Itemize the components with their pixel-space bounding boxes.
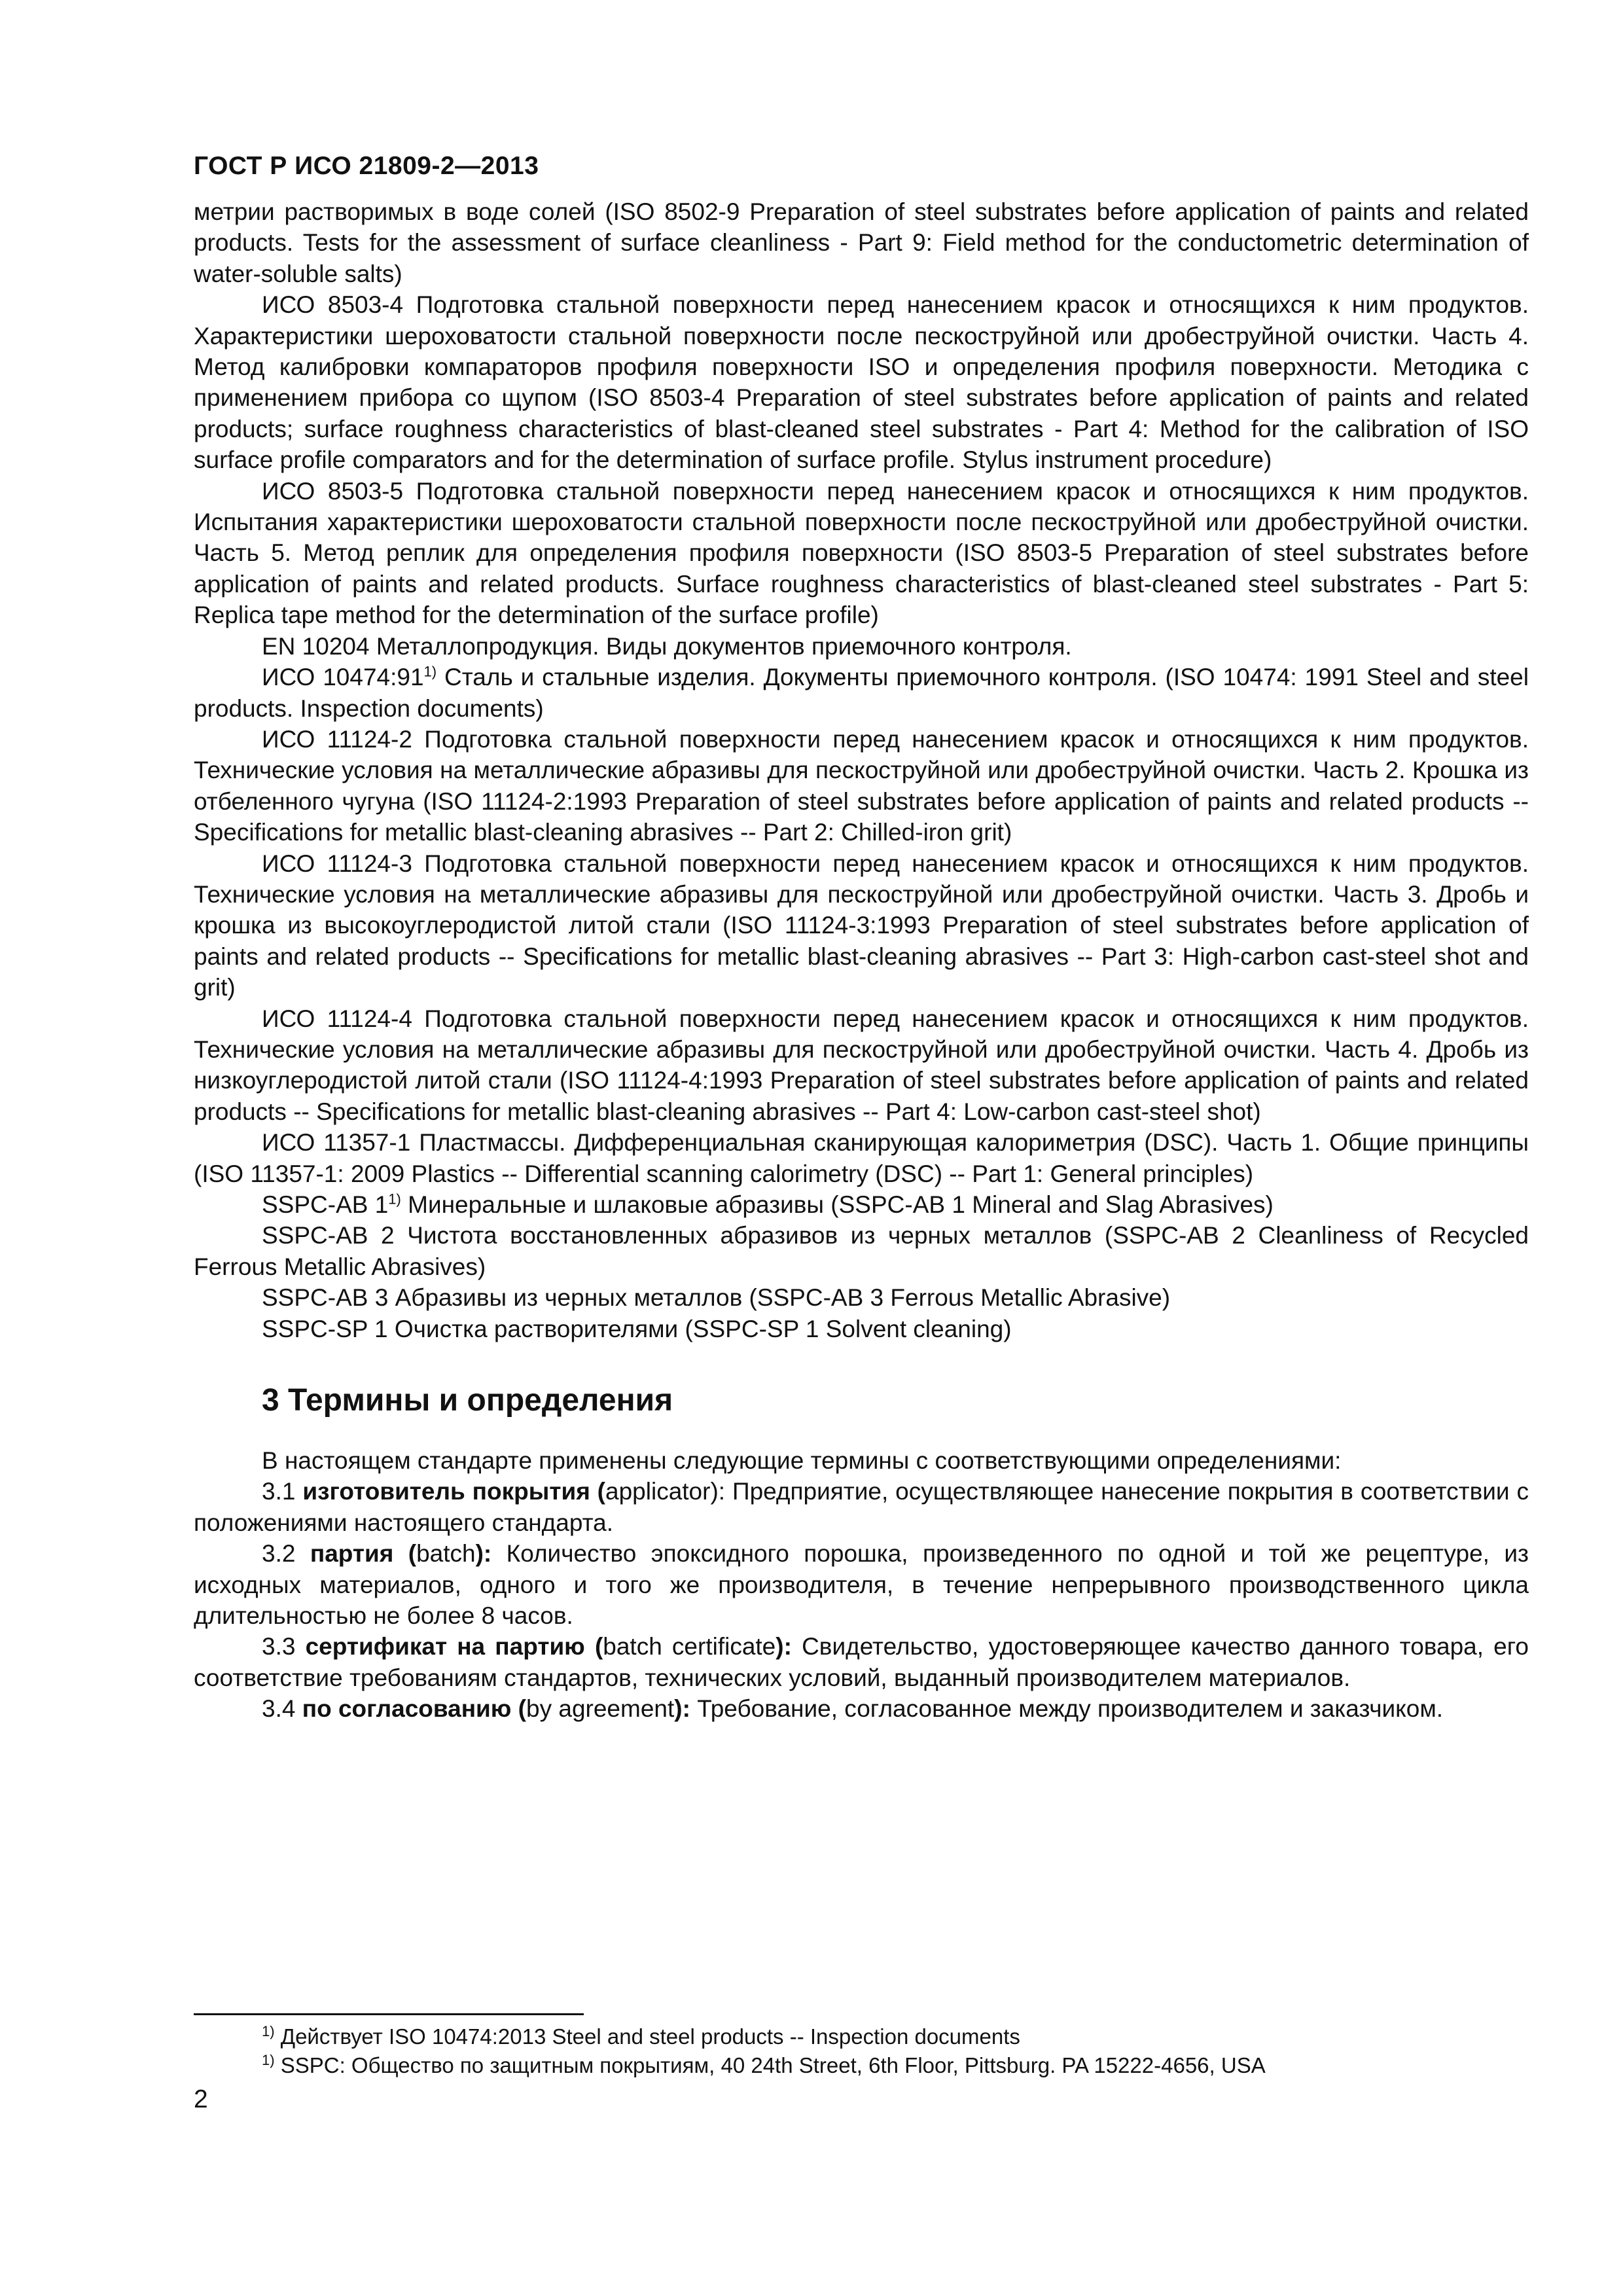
ref-paragraph: ИСО 11124-3 Подготовка стальной поверхности перед нанесением красок и относящихся к ним продуктов. Технические условия на металлические абразивы для пескоструйной или дробеструйной очистки. Часть 3. Дробь и крошка из высокоуглеродистой литой стали (ISO 11124-3:1993 Preparation of steel substrates before application of paints and related products -- Specifications for metallic blast-cleaning abrasives -- Part 3: High-carbon cast-steel shot and grit) [194, 850, 1529, 1001]
term-text: Свидетельство, удостоверяющее качество данного товара, его соответствие требованиям стандартов, технических условий, выданный производителем материалов. [194, 1633, 1529, 1691]
term-paren-close: ): [710, 1478, 732, 1505]
term-paren-open: ( [511, 1695, 527, 1723]
page-number: 2 [194, 2085, 208, 2113]
ref-paragraph: ИСО 8503-4 Подготовка стальной поверхности перед нанесением красок и относящихся к ним продуктов. Характеристики шероховатости стальной поверхности после пескоструйной или дробеструйной очистки. Часть 4. Метод калибровки компараторов профиля поверхности ISO и определения профиля поверхности. Методика с применением прибора со щупом (ISO 8503-4 Preparation of steel substrates before application of paints and related products; surface roughness characteristics of blast-cleaned steel substrates - Part 4: Method for the calibration of ISO surface profile comparators and for the determination of surface profile. Stylus instrument procedure) [194, 291, 1529, 474]
footnote-mark: 1) [388, 1191, 401, 1208]
ref-code: SSPC-AB 1 [262, 1191, 389, 1218]
term-paren-close: ): [674, 1695, 698, 1723]
ref-paragraph: ИСО 11124-4 Подготовка стальной поверхности перед нанесением красок и относящихся к ним продуктов. Технические условия на металлические абразивы для пескоструйной или дробеструйной очистки. Часть 4. Дробь из низкоуглеродистой литой стали (ISO 11124-4:1993 Preparation of steel substrates before application of paints and related products -- Specifications for metallic blast-cleaning abrasives -- Part 4: Low-carbon cast-steel shot) [194, 1005, 1529, 1125]
footnote-mark: 1) [262, 2052, 275, 2068]
term-number: 3.2 [262, 1540, 310, 1568]
term-definition [194, 1476, 1529, 1538]
term-paren-close: ): [475, 1540, 507, 1568]
ref-paragraph: SSPC-SP 1 Очистка растворителями (SSPC-SP 1 Solvent cleaning) [262, 1315, 1012, 1342]
footnote-mark: 1) [423, 663, 437, 680]
term-paren-open: ( [584, 1633, 603, 1660]
term-definition [194, 1693, 1529, 1724]
ref-paragraph: ИСО 11124-2 Подготовка стальной поверхности перед нанесением красок и относящихся к ним продуктов. Технические условия на металлические абразивы для пескоструйной или дробеструйной очистки. Часть 2. Крошка из отбеленного чугуна (ISO 11124-2:1993 Preparation of steel substrates before application of paints and related products -- Specifications for metallic blast-cleaning abrasives -- Part 2: Chilled-iron grit) [194, 725, 1529, 846]
footnote [262, 2022, 1531, 2051]
ref-paragraph: ИСО 11357-1 Пластмассы. Дифференциальная сканирующая калориметрия (DSC). Часть 1. Общие принципы (ISO 11357-1: 2009 Plastics -- Differential scanning calorimetry (DSC) -- Part 1: General principles) [194, 1129, 1529, 1187]
term-paren-close: ): [776, 1633, 802, 1660]
ref-text: Минеральные и шлаковые абразивы (SSPC-AB 1 Mineral and Slag Abrasives) [401, 1191, 1274, 1218]
section-intro: В настоящем стандарте применены следующие термины с соответствующими определениями: [262, 1447, 1342, 1475]
term-definition [194, 1631, 1529, 1693]
term-paren-open: ( [590, 1478, 606, 1505]
term-name: партия [310, 1540, 394, 1568]
term-name: сертификат на партию [305, 1633, 585, 1660]
term-english: batch certificate [603, 1633, 776, 1660]
term-number: 3.1 [262, 1478, 303, 1505]
document-header: ГОСТ Р ИСО 21809-2—2013 [194, 152, 539, 180]
footnote-mark: 1) [262, 2023, 275, 2039]
ref-paragraph: метрии растворимых в воде солей (ISO 8502-9 Preparation of steel substrates before application of paints and related products. Tests for the assessment of surface cleanliness - Part 9: Field method for the conductometric determination of water-soluble salts) [194, 198, 1529, 287]
term-number: 3.3 [262, 1633, 306, 1660]
term-english: by agreement [526, 1695, 675, 1723]
footnote-separator [194, 2013, 584, 2015]
footnote-text: Действует ISO 10474:2013 Steel and steel products -- Inspection documents [274, 2024, 1020, 2049]
term-text: Требование, согласованное между производителем и заказчиком. [697, 1695, 1444, 1723]
term-text: Предприятие, осуществляющее нанесение покрытия в соответствии с положениями настоящего стандарта. [194, 1478, 1529, 1536]
term-paren-open: ( [393, 1540, 417, 1568]
term-english: applicator [605, 1478, 711, 1505]
ref-text: Сталь и стальные изделия. Документы приемочного контроля. (ISO 10474: 1991 Steel and steel products. Inspection documents) [194, 664, 1529, 722]
ref-paragraph: EN 10204 Металлопродукция. Виды документов приемочного контроля. [262, 632, 1072, 660]
footnote [262, 2051, 1531, 2080]
term-number: 3.4 [262, 1695, 302, 1723]
ref-paragraph: SSPC-AB 2 Чистота восстановленных абразивов из черных металлов (SSPC-AB 2 Cleanliness of Recycled Ferrous Metallic Abrasives) [194, 1222, 1529, 1280]
footnotes [262, 2022, 1531, 2080]
page-content [194, 196, 1529, 1725]
ref-paragraph [194, 1189, 1529, 1220]
ref-paragraph: ИСО 8503-5 Подготовка стальной поверхности перед нанесением красок и относящихся к ним продуктов. Испытания характеристики шероховатости стальной поверхности после пескоструйной или дробеструйной очистки. Часть 5. Метод реплик для определения профиля поверхности (ISO 8503-5 Preparation of steel substrates before application of paints and related products. Surface roughness characteristics of blast-cleaned steel substrates - Part 5: Replica tape method for the determination of the surface profile) [194, 477, 1529, 629]
section-heading: 3 Термины и определения [262, 1383, 673, 1418]
ref-code: ИСО 10474:91 [262, 664, 424, 691]
term-english: batch [416, 1540, 476, 1568]
term-text: Количество эпоксидного порошка, произведенного по одной и той же рецептуре, из исходных материалов, одного и того же производителя, в течение непрерывного производственного цикла длительностью не более 8 часов. [194, 1540, 1529, 1630]
term-name: изготовитель покрытия [302, 1478, 590, 1505]
term-name: по согласованию [302, 1695, 512, 1723]
term-definition [194, 1538, 1529, 1631]
ref-paragraph: SSPC-AB 3 Абразивы из черных металлов (SSPC-AB 3 Ferrous Metallic Abrasive) [262, 1284, 1171, 1312]
ref-paragraph [194, 662, 1529, 724]
footnote-text: SSPC: Общество по защитным покрытиям, 40 24th Street, 6th Floor, Pittsburg. PA 15222-4656, USA [274, 2053, 1266, 2077]
